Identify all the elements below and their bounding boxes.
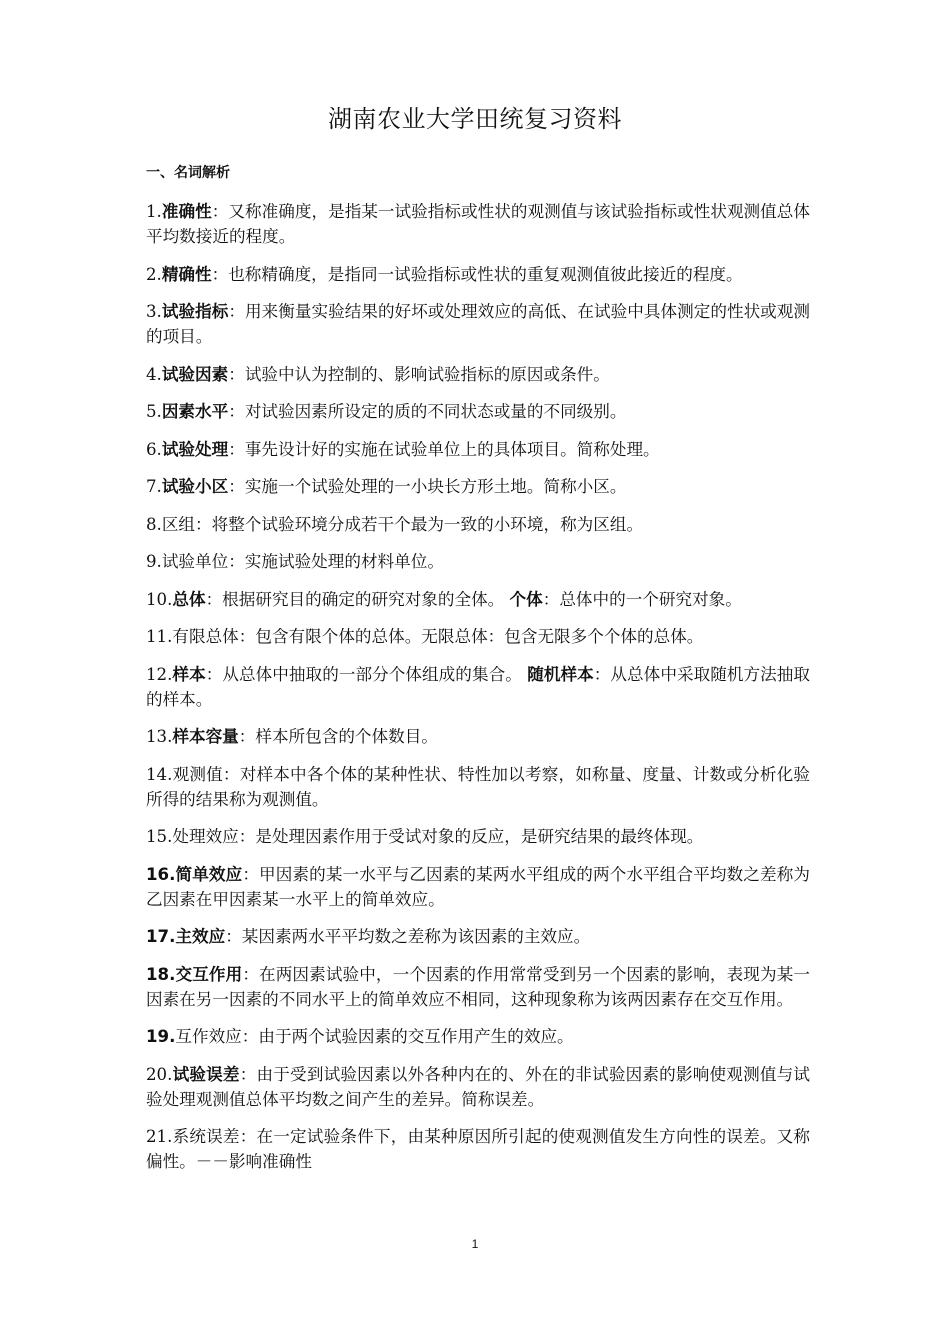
term-name: 因素水平 <box>161 402 229 421</box>
term-definition: 系统误差：在一定试验条件下，由某种原因所引起的使观测值发生方向性的误差。又称偏性。－－影响准确性 <box>146 1127 810 1171</box>
term-separator: ： <box>228 402 245 421</box>
term-item <box>146 299 810 349</box>
term-number: 12. <box>146 664 173 684</box>
term-item <box>146 724 810 749</box>
term-separator: ： <box>239 1064 257 1084</box>
term-name: 主效应 <box>175 927 226 946</box>
term-name: 精确性 <box>161 264 212 284</box>
term-item <box>146 437 810 462</box>
term-separator: ： <box>228 302 245 321</box>
term-separator: ： <box>211 202 229 221</box>
term-separator: ： <box>225 927 242 946</box>
term-number: 4. <box>146 364 162 384</box>
term-item <box>146 924 810 949</box>
term-definition: 对试验因素所设定的质的不同状态或量的不同级别。 <box>244 402 627 421</box>
term-separator: ： <box>238 727 256 746</box>
term-separator: ： <box>593 664 611 684</box>
term-definition: 有限总体：包含有限个体的总体。无限总体：包含无限多个个体的总体。 <box>172 627 704 646</box>
term-separator: ： <box>228 477 245 496</box>
section-heading: 一、名词解析 <box>146 165 230 181</box>
term-item <box>146 1062 810 1112</box>
term-separator: ： <box>242 864 260 884</box>
term-definition: 由于受到试验因素以外各种内在的、外在的非试验因素的影响使观测值与试验处理观测值总体平均数之间产生的差异。简称误差。 <box>146 1064 811 1109</box>
term-item <box>146 962 810 1012</box>
term-definition: 区组：将整个试验环境分成若干个最为一致的小环境，称为区组。 <box>161 514 644 534</box>
term-definition: 样本所包含的个体数目。 <box>255 727 438 746</box>
term-separator: ： <box>205 589 223 609</box>
term-definition: 观测值：对样本中各个体的某种性状、特性加以考察，如称量、度量、计数或分析化验所得的结果称为观测值。 <box>146 764 810 809</box>
term-number: 10. <box>146 589 173 609</box>
term-separator: ： <box>205 664 223 684</box>
term-item <box>146 862 810 912</box>
term-separator: ： <box>211 264 229 284</box>
term-item <box>146 587 810 612</box>
term-definition: 总体中的一个研究对象。 <box>559 589 742 609</box>
term-item <box>146 1124 810 1174</box>
term-item <box>146 362 810 387</box>
term-number: 9. <box>146 552 162 571</box>
term-item <box>146 474 810 499</box>
term-item <box>146 762 810 812</box>
term-definition: 处理效应：是处理因素作用于受试对象的反应，是研究结果的最终体现。 <box>172 827 704 846</box>
term-name: 交互作用 <box>175 964 243 984</box>
term-name: 试验指标 <box>161 302 229 321</box>
term-number: 18. <box>146 964 176 984</box>
term-name: 总体 <box>172 589 206 609</box>
term-number: 6. <box>146 439 162 459</box>
term-number: 19. <box>146 1027 176 1046</box>
term-item <box>146 199 810 249</box>
term-number: 3. <box>146 302 162 321</box>
term-separator: ： <box>242 964 260 984</box>
term-name: 个体 <box>509 589 543 609</box>
term-number: 1. <box>146 202 162 221</box>
term-number: 8. <box>146 514 162 534</box>
term-separator: ： <box>542 589 560 609</box>
document-title: 湖南农业大学田统复习资料 <box>328 105 622 133</box>
term-list <box>146 199 810 1187</box>
term-item <box>146 624 810 649</box>
term-item <box>146 1024 810 1049</box>
term-definition: 互作效应：由于两个试验因素的交互作用产生的效应。 <box>175 1027 574 1046</box>
term-number: 13. <box>146 727 173 746</box>
term-definition: 也称精确度，是指同一试验指标或性状的重复观测值彼此接近的程度。 <box>228 264 743 284</box>
term-number: 17. <box>146 927 176 946</box>
term-item <box>146 824 810 849</box>
term-definition: 试验单位：实施试验处理的材料单位。 <box>161 552 444 571</box>
term-name: 简单效应 <box>175 864 243 884</box>
term-number: 7. <box>146 477 162 496</box>
term-name: 随机样本 <box>527 664 594 684</box>
term-definition: 从总体中抽取的一部分个体组成的集合。 <box>222 664 522 684</box>
term-definition: 用来衡量实验结果的好坏或处理效应的高低、在试验中具体测定的性状或观测的项目。 <box>146 302 811 346</box>
term-item <box>146 662 810 712</box>
term-name: 试验因素 <box>161 364 229 384</box>
term-number: 14. <box>146 764 173 784</box>
term-number: 5. <box>146 402 162 421</box>
term-separator: ： <box>228 439 245 459</box>
term-item <box>146 262 810 287</box>
term-name: 试验误差 <box>172 1064 240 1084</box>
term-definition: 试验中认为控制的、影响试验指标的原因或条件。 <box>244 364 610 384</box>
term-definition: 实施一个试验处理的一小块长方形土地。简称小区。 <box>244 477 627 496</box>
term-name: 试验小区 <box>161 477 229 496</box>
term-definition: 根据研究目的确定的研究对象的全体。 <box>222 589 505 609</box>
term-name: 试验处理 <box>161 439 229 459</box>
term-number: 21. <box>146 1127 173 1146</box>
term-item <box>146 399 810 424</box>
term-number: 2. <box>146 264 162 284</box>
term-definition: 从总体中采取随机方法抽取的样本。 <box>146 664 811 709</box>
term-definition: 甲因素的某一水平与乙因素的某两水平组成的两个水平组合平均数之差称为乙因素在甲因素某一水平上的简单效应。 <box>146 864 811 909</box>
term-number: 16. <box>146 864 176 884</box>
term-definition: 在两因素试验中，一个因素的作用常常受到另一个因素的影响，表现为某一因素在另一因素的不同水平上的简单效应不相同，这种现象称为该两因素存在交互作用。 <box>146 964 811 1009</box>
term-name: 样本容量 <box>172 727 239 746</box>
term-definition: 又称准确度，是指某一试验指标或性状的观测值与该试验指标或性状观测值总体平均数接近的程度。 <box>146 202 811 246</box>
term-separator: ： <box>228 364 245 384</box>
term-definition: 事先设计好的实施在试验单位上的具体项目。简称处理。 <box>244 439 660 459</box>
term-name: 样本 <box>172 664 206 684</box>
term-definition: 某因素两水平平均数之差称为该因素的主效应。 <box>241 927 591 946</box>
term-item <box>146 549 810 574</box>
term-name: 准确性 <box>161 202 212 221</box>
term-number: 11. <box>146 627 173 646</box>
term-number: 15. <box>146 827 173 846</box>
term-item <box>146 512 810 537</box>
term-number: 20. <box>146 1064 173 1084</box>
page-number: 1 <box>471 1237 479 1251</box>
